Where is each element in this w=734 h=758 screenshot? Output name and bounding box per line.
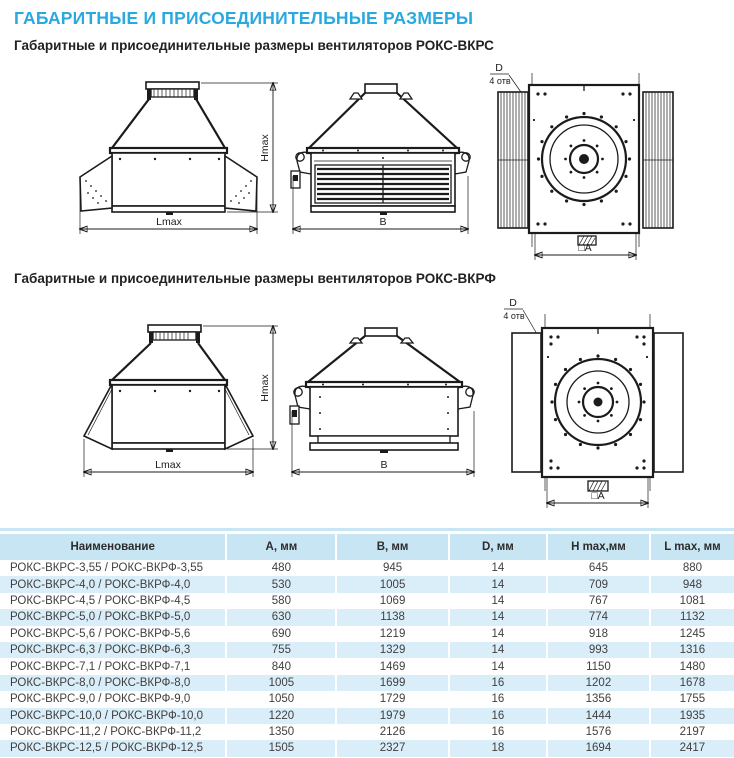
dimension-value-cell: 16: [448, 724, 546, 740]
dimension-value-cell: 1729: [335, 691, 447, 707]
dimension-value-cell: 1979: [335, 708, 447, 724]
model-name-cell: РОКС-ВКРС-11,2 / РОКС-ВКРФ-11,2: [10, 726, 202, 739]
dimension-value-cell: 918: [546, 626, 649, 642]
header-row: [0, 534, 734, 560]
dimension-value-cell: 14: [448, 560, 546, 576]
column-header: Н max,мм: [546, 534, 649, 560]
vkrs-hmax-label: Hmax: [259, 134, 271, 162]
dimension-value-cell: 630: [225, 609, 335, 625]
table-row: [0, 626, 734, 642]
dimension-value-cell: 880: [649, 560, 734, 576]
model-name-cell: РОКС-ВКРС-7,1 / РОКС-ВКРФ-7,1: [10, 660, 191, 673]
dimension-value-cell: 16: [448, 675, 546, 691]
dimension-value-cell: 1699: [335, 675, 447, 691]
table-row: [0, 691, 734, 707]
column-header: А, мм: [225, 534, 335, 560]
dimension-value-cell: 1138: [335, 609, 447, 625]
table-row: [0, 593, 734, 609]
dimension-value-cell: 1350: [225, 724, 335, 740]
dimension-value-cell: 1316: [649, 642, 734, 658]
vkrf-holes-label: 4 отв: [503, 311, 525, 321]
dimension-value-cell: 1444: [546, 708, 649, 724]
dimension-value-cell: 1755: [649, 691, 734, 707]
dimension-value-cell: 755: [225, 642, 335, 658]
model-name-cell: РОКС-ВКРС-4,5 / РОКС-ВКРФ-4,5: [10, 594, 191, 607]
dimension-value-cell: 1469: [335, 658, 447, 674]
vkrf-d-label: D: [509, 297, 517, 309]
dimension-value-cell: 1505: [225, 740, 335, 756]
dimension-value-cell: 2417: [649, 740, 734, 756]
table-top-border: [0, 528, 734, 531]
dimension-value-cell: 690: [225, 626, 335, 642]
table-row: [0, 675, 734, 691]
table-row: [0, 740, 734, 756]
dimension-value-cell: 14: [448, 658, 546, 674]
model-name-cell: РОКС-ВКРС-6,3 / РОКС-ВКРФ-6,3: [0, 642, 225, 658]
dimension-value-cell: 1245: [649, 626, 734, 642]
dimensions-table-section: [0, 528, 734, 757]
vkrs-lmax-label: Lmax: [156, 216, 182, 228]
table-row: [0, 642, 734, 658]
dimension-value-cell: 1219: [335, 626, 447, 642]
table-row: [0, 576, 734, 592]
dimension-value-cell: 480: [225, 560, 335, 576]
dimension-value-cell: 1678: [649, 675, 734, 691]
dimensions-table: [0, 534, 734, 757]
dimension-value-cell: 1329: [335, 642, 447, 658]
vkrs-section-subtitle: Габаритные и присоединительные размеры вентиляторов РОКС-ВКРС: [14, 38, 494, 53]
dimension-value-cell: 2327: [335, 740, 447, 756]
model-name-cell: РОКС-ВКРС-3,55 / РОКС-ВКРФ-3,55: [10, 562, 204, 575]
vkrf-lmax-label: Lmax: [155, 459, 181, 471]
dimension-value-cell: 2126: [335, 724, 447, 740]
vkrs-d-label: D: [495, 62, 503, 74]
dimension-value-cell: 1081: [649, 593, 734, 609]
dimension-value-cell: 1132: [649, 609, 734, 625]
page-title: ГАБАРИТНЫЕ И ПРИСОЕДИНИТЕЛЬНЫЕ РАЗМЕРЫ: [14, 8, 474, 28]
dimension-value-cell: 1005: [225, 675, 335, 691]
dimension-value-cell: 767: [546, 593, 649, 609]
dimension-value-cell: 1356: [546, 691, 649, 707]
vkrs-top-view-drawing: [482, 60, 734, 267]
vkrf-square-a-label: □A: [591, 490, 605, 502]
vkrs-side-view-drawing: [288, 68, 488, 255]
dimension-value-cell: 18: [448, 740, 546, 756]
dimension-value-cell: 530: [225, 576, 335, 592]
vkrf-hmax-label: Hmax: [259, 374, 271, 402]
dimension-value-cell: 840: [225, 658, 335, 674]
vkrf-top-view-drawing: [482, 295, 734, 527]
vkrf-side-view-drawing: [288, 305, 493, 517]
dimension-value-cell: 1220: [225, 708, 335, 724]
column-header: L max, мм: [649, 534, 734, 560]
model-name-cell: РОКС-ВКРС-12,5 / РОКС-ВКРФ-12,5: [0, 740, 225, 756]
dimension-value-cell: 1050: [225, 691, 335, 707]
dimensions-table-body: [0, 560, 734, 757]
vkrf-drawings-row: [0, 295, 734, 527]
table-row: [0, 724, 734, 740]
model-name-cell: РОКС-ВКРС-5,6 / РОКС-ВКРФ-5,6: [10, 627, 191, 640]
dimension-value-cell: 16: [448, 691, 546, 707]
dimension-value-cell: 1576: [546, 724, 649, 740]
dimension-value-cell: 1935: [649, 708, 734, 724]
dimension-value-cell: 948: [649, 576, 734, 592]
dimension-value-cell: 645: [546, 560, 649, 576]
dimension-value-cell: 774: [546, 609, 649, 625]
vkrf-b-label: В: [380, 459, 388, 471]
dimension-value-cell: 14: [448, 593, 546, 609]
vkrs-b-label: В: [379, 216, 387, 228]
vkrf-front-view-drawing: [8, 305, 288, 517]
table-row: [0, 560, 734, 576]
table-row: [0, 708, 734, 724]
column-header: D, мм: [448, 534, 546, 560]
dimension-value-cell: 993: [546, 642, 649, 658]
model-name-cell: РОКС-ВКРС-4,0 / РОКС-ВКРФ-4,0: [0, 576, 225, 592]
column-header: В, мм: [335, 534, 447, 560]
vkrs-drawings-row: [0, 60, 734, 268]
model-name-cell: РОКС-ВКРС-8,0 / РОКС-ВКРФ-8,0: [0, 675, 225, 691]
model-name-cell: РОКС-ВКРС-5,0 / РОКС-ВКРФ-5,0: [0, 609, 225, 625]
vkrs-square-a-label: □A: [578, 242, 592, 254]
dimension-value-cell: 1694: [546, 740, 649, 756]
table-row: [0, 658, 734, 674]
dimension-value-cell: 2197: [649, 724, 734, 740]
dimension-value-cell: 1150: [546, 658, 649, 674]
dimension-value-cell: 14: [448, 642, 546, 658]
vkrs-front-view-drawing: [8, 68, 288, 255]
dimension-value-cell: 14: [448, 609, 546, 625]
table-row: [0, 609, 734, 625]
dimensions-table-head: [0, 534, 734, 560]
column-header: Наименование: [0, 534, 225, 560]
dimension-value-cell: 1202: [546, 675, 649, 691]
dimension-value-cell: 1005: [335, 576, 447, 592]
dimension-value-cell: 1069: [335, 593, 447, 609]
dimension-value-cell: 580: [225, 593, 335, 609]
dimension-value-cell: 1480: [649, 658, 734, 674]
dimension-value-cell: 14: [448, 576, 546, 592]
vkrs-holes-label: 4 отв: [489, 76, 511, 86]
dimension-value-cell: 709: [546, 576, 649, 592]
model-name-cell: РОКС-ВКРС-10,0 / РОКС-ВКРФ-10,0: [0, 708, 225, 724]
dimension-value-cell: 14: [448, 626, 546, 642]
dimension-value-cell: 945: [335, 560, 447, 576]
dimension-value-cell: 16: [448, 708, 546, 724]
vkrf-section-subtitle: Габаритные и присоединительные размеры вентиляторов РОКС-ВКРФ: [14, 271, 496, 286]
model-name-cell: РОКС-ВКРС-9,0 / РОКС-ВКРФ-9,0: [10, 693, 191, 706]
